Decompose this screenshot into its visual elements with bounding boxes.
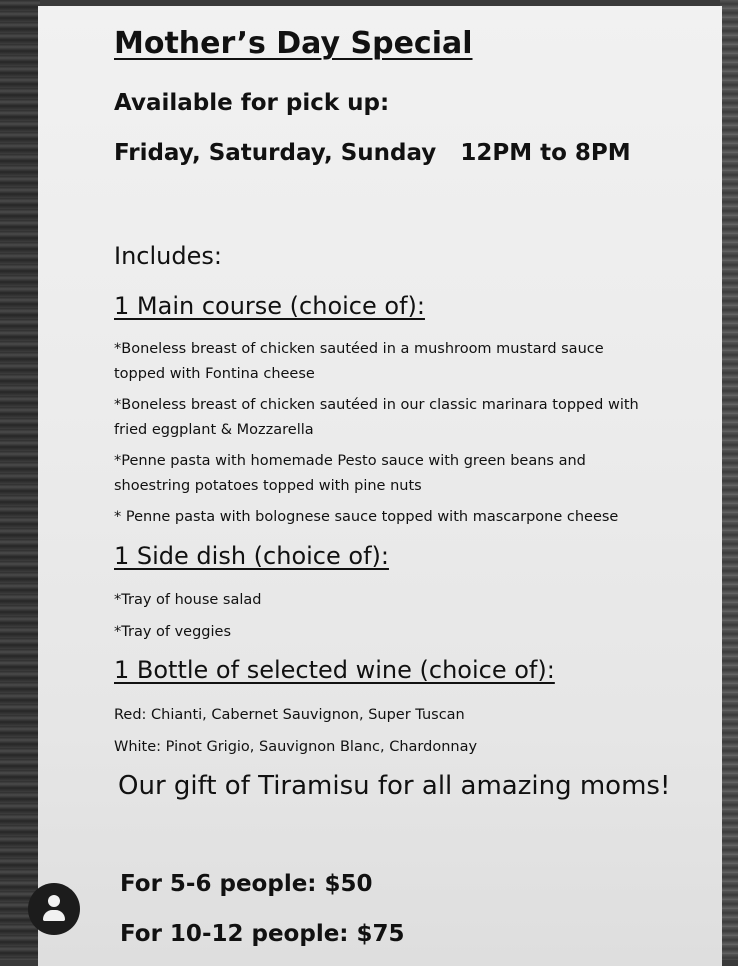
price-small-group: For 5-6 people: $50 xyxy=(120,871,373,897)
wine-white-list: White: Pinot Grigio, Sauvignon Blanc, Chardonnay xyxy=(114,739,478,755)
avatar-shoulders-shape xyxy=(43,910,65,921)
main-course-item: *Penne pasta with homemade Pesto sauce with green beans and shoestring potatoes topped with pine nuts xyxy=(114,453,586,494)
main-course-item: *Boneless breast of chicken sautéed in our classic marinara topped with fried eggplant & Mozzarella xyxy=(114,397,639,438)
side-dish-item: *Tray of house salad xyxy=(114,592,262,608)
avatar-head-shape xyxy=(48,895,60,907)
side-dish-item: *Tray of veggies xyxy=(114,624,232,640)
wine-red-list: Red: Chianti, Cabernet Sauvignon, Super Tuscan xyxy=(114,707,465,723)
menu-flyer xyxy=(38,6,722,966)
side-dish-heading: 1 Side dish (choice of): xyxy=(114,542,389,570)
wall-background-right xyxy=(720,0,738,960)
gift-line: Our gift of Tiramisu for all amazing moms! xyxy=(118,771,671,801)
main-course-heading: 1 Main course (choice of): xyxy=(114,292,425,320)
includes-label: Includes: xyxy=(114,242,222,270)
main-course-item: *Boneless breast of chicken sautéed in a mushroom mustard sauce topped with Fontina cheese xyxy=(114,341,604,382)
pickup-days-hours: Friday, Saturday, Sunday 12PM to 8PM xyxy=(114,140,631,166)
main-course-item: * Penne pasta with bolognese sauce topped with mascarpone cheese xyxy=(114,509,619,525)
price-large-group: For 10-12 people: $75 xyxy=(120,921,405,947)
flyer-title: Mother’s Day Special xyxy=(114,26,473,61)
availability-heading: Available for pick up: xyxy=(114,90,390,116)
user-avatar-icon[interactable] xyxy=(28,883,80,935)
wall-background-left xyxy=(0,0,40,960)
wine-heading: 1 Bottle of selected wine (choice of): xyxy=(114,656,555,684)
